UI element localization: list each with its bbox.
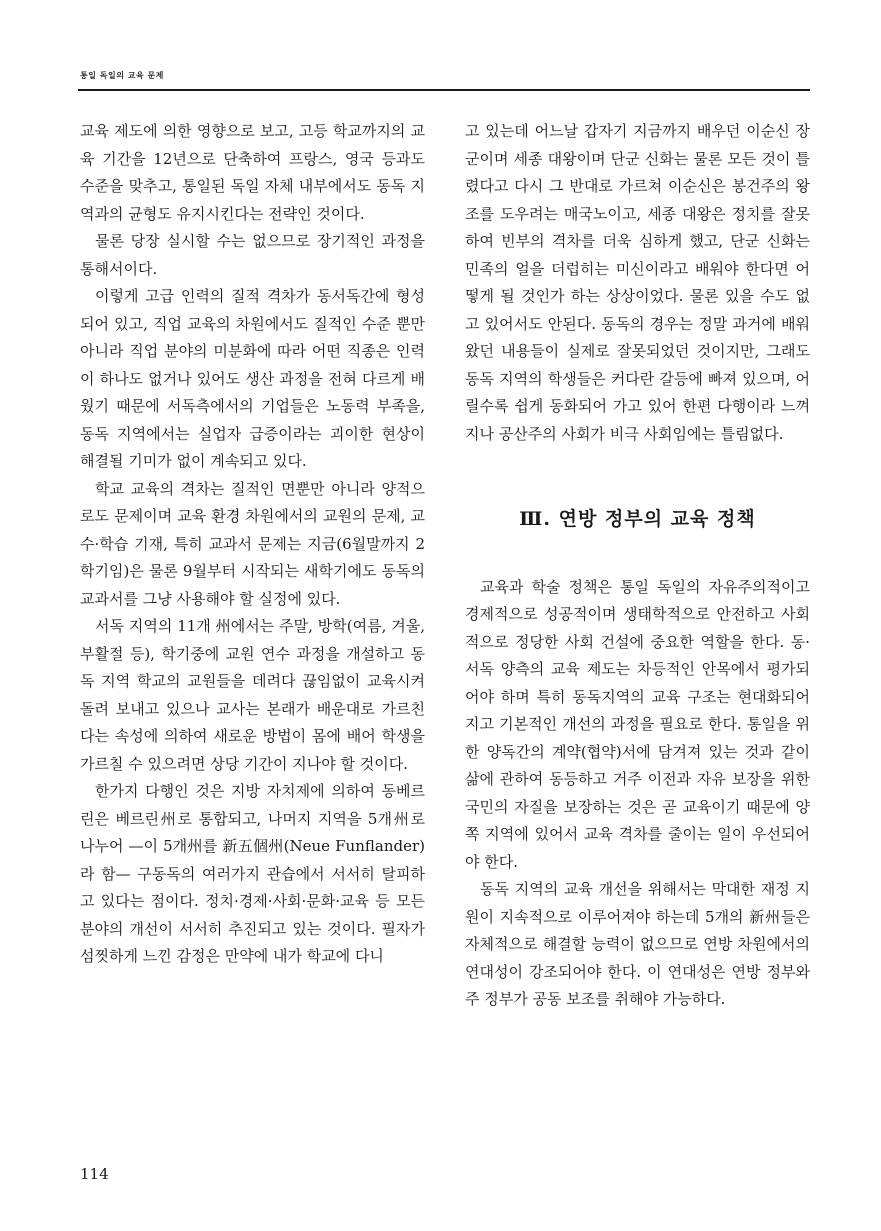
paragraph: 이렇게 고급 인력의 질적 격차가 동서독간에 형성되어 있고, 직업 교육의 차원에서도 질적인 수준 뿐만 아니라 직업 분야의 미분화에 따라 어떤 직종은 인력이 하나도 없거나 있어도 생산 과정을 전혀 다르게 배웠기 때문에 서독측에서의 기업들은 노동력 부족을, 동독 지역에서는 실업자 급증이라는 괴이한 현상이 해결될 기미가 없이 계속되고 있다. bbox=[80, 287, 425, 470]
paragraph: 물론 당장 실시할 수는 없으므로 장기적인 과정을 통해서이다. bbox=[80, 232, 425, 278]
running-header-title: 통일 독일의 교육 문제 bbox=[80, 71, 164, 80]
paragraph: 서독 지역의 11개 州에서는 주말, 방학(여름, 겨울, 부활절 등), 학기중에 교원 연수 과정을 개설하고 동독 지역 학교의 교원들을 데려다 끊임없이 교육시켜 돌려 보내고 있으나 교사는 본래가 배운대로 가르친다는 속성에 의하여 새로운 방법이 몸에 배어 학생을 가르칠 수 있으려면 상당 기간이 지나야 할 것이다. bbox=[80, 617, 425, 773]
paragraph: 교육과 학술 정책은 통일 독일의 자유주의적이고 경제적으로 성공적이며 생태학적으로 안전하고 사회적으로 정당한 사회 건설에 중요한 역할을 한다. 동·서독 양측의 교육 제도는 차등적인 안목에서 평가되어야 하며 특히 동독지역의 교육 구조는 현대화되어지고 기본적인 개선의 과정을 필요로 한다. 통일을 위한 양독간의 계약(협약)서에 담겨져 있는 것과 같이 삶에 관하여 동등하고 거주 이전과 자유 보장을 위한 국민의 자질을 보장하는 것은 곧 교육이기 때문에 양쪽 지역에 있어서 교육 격차를 줄이는 일이 우선되어야 한다. bbox=[465, 577, 810, 871]
paragraph: 한가지 다행인 것은 지방 자치제에 의하여 동베르린은 베르린州로 통합되고, 나머지 지역을 5개州로 나누어 —이 5개州를 新五個州(Neue Funflander)라 함— 구동독의 여러가지 관습에서 서서히 탈피하고 있다는 점이다. 정치·경제·사회·문화·교육 등 모든 분야의 개선이 서서히 추진되고 있는 것이다. 필자가 섬찟하게 느낀 감정은 만약에 내가 학교에 다니 bbox=[80, 782, 425, 965]
section-heading: Ⅲ. 연방 정부의 교육 정책 bbox=[519, 508, 756, 530]
section-body bbox=[465, 574, 810, 1014]
header-divider bbox=[78, 89, 810, 91]
paragraph: 학교 교육의 격차는 질적인 면뿐만 아니라 양적으로도 문제이며 교육 환경 차원에서의 교원의 문제, 교수·학습 기재, 특히 교과서 문제는 지금(6월말까지 2학기임)은 물론 9월부터 시작되는 새학기에도 동독의 교과서를 그냥 사용해야 할 실정에 있다. bbox=[80, 479, 425, 608]
paragraph: 교육 제도에 의한 영향으로 보고, 고등 학교까지의 교육 기간을 12년으로 단축하여 프랑스, 영국 등과도 수준을 맞추고, 통일된 독일 자체 내부에서도 동독 지역과의 균형도 유지시킨다는 전략인 것이다. bbox=[80, 122, 425, 223]
paragraph: 동독 지역의 교육 개선을 위해서는 막대한 재정 지원이 지속적으로 이루어져야 하는데 5개의 新州들은 자체적으로 해결할 능력이 없으므로 연방 차원에서의 연대성이 강조되어야 한다. 이 연대성은 연방 정부와 주 정부가 공동 보조를 취해야 가능하다. bbox=[465, 880, 810, 1008]
paragraph-continuation: 고 있는데 어느날 갑자기 지금까지 배우던 이순신 장군이며 세종 대왕이며 단군 신화는 물론 모든 것이 틀렸다고 다시 그 반대로 가르쳐 이순신은 봉건주의 왕조를 도우려는 매국노이고, 세종 대왕은 정치를 잘못하여 빈부의 격차를 더욱 심하게 했고, 단군 신화는 민족의 얼을 더럽히는 미신이라고 배워야 한다면 어떻게 될 것인가 하는 상상이었다. 물론 있을 수도 없고 있어서도 안된다. 동독의 경우는 정말 과거에 배워왔던 내용들이 실제로 잘못되었던 것이지만, 그래도 동독 지역의 학생들은 커다란 갈등에 빠져 있으며, 어릴수록 쉽게 동화되어 가고 있어 한편 다행이라 느껴지나 공산주의 사회가 비극 사회임에는 틀림없다. bbox=[465, 122, 810, 443]
left-column bbox=[80, 118, 425, 971]
page-number: 114 bbox=[80, 1165, 109, 1183]
right-column bbox=[465, 118, 810, 1014]
